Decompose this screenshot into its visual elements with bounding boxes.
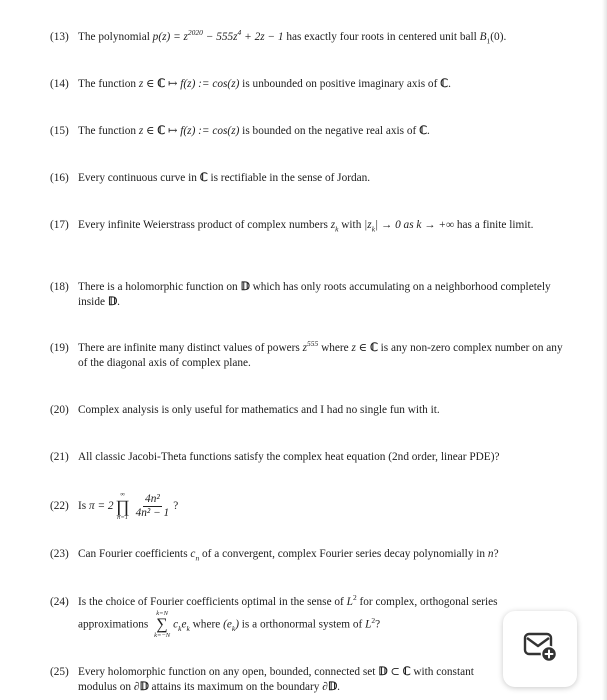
question-number: (21) [50, 451, 69, 463]
question-18 [50, 280, 570, 310]
question-21 [50, 450, 570, 465]
question-number: (22) [50, 500, 69, 512]
question-text: The function z ∈ ℂ ↦ f(z) := cos(z) is bounded on the negative real axis of ℂ. [78, 125, 430, 137]
sum-operator: k=N ∑ k=−N [154, 610, 171, 639]
question-19 [50, 341, 570, 371]
question-text: Is π = 2 ∞ ∏ n=1 $\frac{\text{4n²}}{\text{4n² − 1}}$ ? [78, 491, 179, 521]
fraction: $\frac{\text{4n²}}{\text{4n² − 1}}$ [135, 493, 170, 519]
question-14 [50, 77, 570, 92]
question-25 [50, 665, 490, 695]
question-16 [50, 171, 570, 186]
question-17 [50, 218, 570, 233]
question-number: (17) [50, 219, 69, 231]
question-text: Can Fourier coefficients $c_n$ of a convergent, complex Fourier series decay polynomially in n? [78, 548, 499, 563]
question-13 [50, 30, 570, 45]
question-number: (15) [50, 125, 69, 137]
product-operator: ∞ ∏ n=1 [115, 491, 130, 521]
question-text: There are infinite many distinct values of powers $z^{555}$ where z ∈ ℂ is any non-zero complex number on any of the diagonal axis of complex plane. [78, 339, 563, 369]
question-text: All classic Jacobi-Theta functions satisfy the complex heat equation (2nd order, linear PDE)? [78, 451, 500, 463]
question-number: (14) [50, 78, 69, 90]
question-text: Every continuous curve in ℂ is rectifiable in the sense of Jordan. [78, 172, 371, 184]
question-20 [50, 403, 570, 418]
question-number: (16) [50, 172, 69, 184]
question-15 [50, 124, 570, 139]
question-number: (19) [50, 342, 69, 354]
question-text: Is the choice of Fourier coefficients optimal in the sense of $L^2$ for complex, orthogonal series approximations k=N ∑ k=−N $c_ke_k$ where $(e_k)$ is a orthonormal system of $L^2$? [78, 593, 498, 639]
question-number: (23) [50, 548, 69, 560]
question-number: (25) [50, 666, 69, 678]
question-text: Every holomorphic function on any open, bounded, connected set 𝔻 ⊂ ℂ with constant modulus on ∂𝔻 attains its maximum on the boundary ∂𝔻. [78, 666, 474, 693]
compose-message-button[interactable] [503, 611, 577, 687]
question-22 [50, 491, 570, 522]
question-text: Every infinite Weierstrass product of complex numbers $z_k$ with $|z_k| \to 0$ as k → +∞ has a finite limit. [78, 219, 534, 234]
question-number: (18) [50, 281, 69, 293]
question-number: (24) [50, 596, 69, 608]
question-number: (20) [50, 404, 69, 416]
question-text: The polynomial $p(z) = z^{2020} - 555z^4 + 2z - 1$ has exactly four roots in centered unit ball $B_1(0)$. [78, 28, 507, 46]
question-24 [50, 595, 570, 640]
question-text: Complex analysis is only useful for mathematics and I had no single fun with it. [78, 404, 440, 416]
question-number: (13) [50, 31, 69, 43]
question-text: The function z ∈ ℂ ↦ f(z) := cos(z) is unbounded on positive imaginary axis of ℂ. [78, 78, 451, 90]
question-23 [50, 547, 570, 562]
page-edge-shadow [602, 0, 607, 700]
question-text: There is a holomorphic function on 𝔻 which has only roots accumulating on a neighborhood completely inside 𝔻. [78, 281, 551, 308]
mail-add-icon [522, 631, 558, 668]
